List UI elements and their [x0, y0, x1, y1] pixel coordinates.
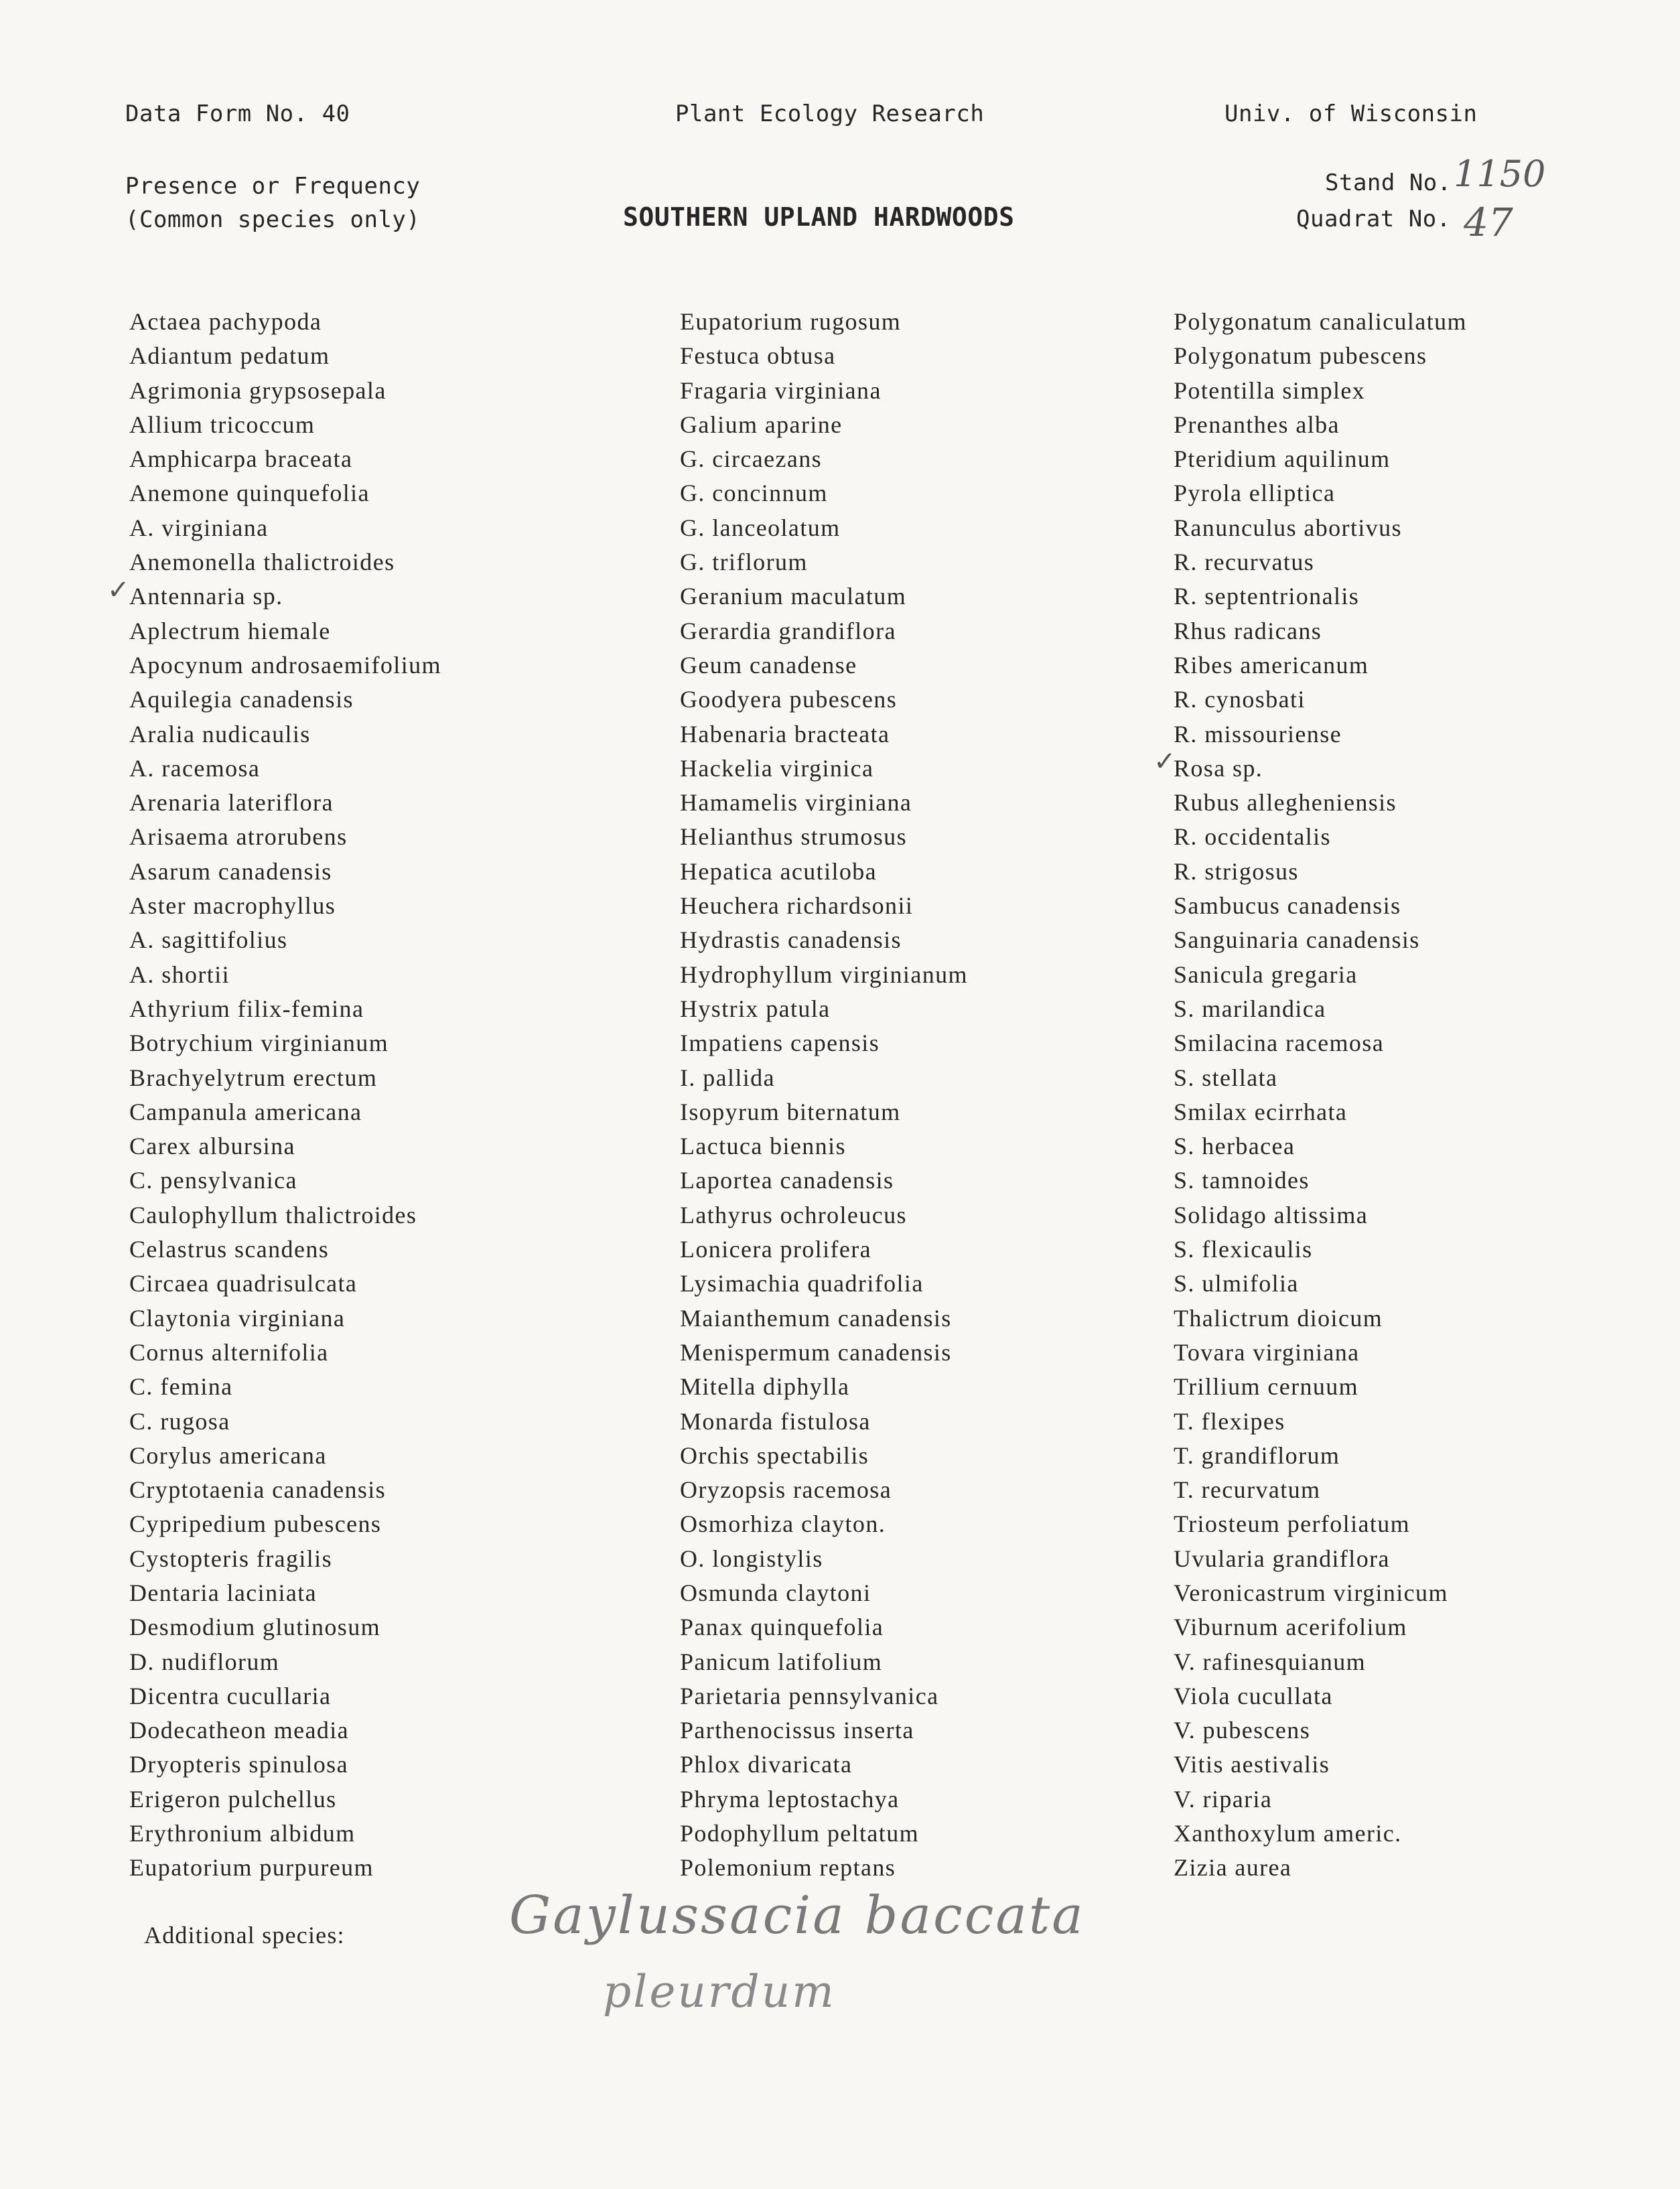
species-item: Festuca obtusa: [680, 342, 836, 370]
species-item: Cypripedium pubescens: [129, 1510, 382, 1538]
species-item: Dodecatheon meadia: [129, 1717, 350, 1744]
species-item: Fragaria virginiana: [680, 376, 882, 404]
species-item: Anemonella thalictroides: [129, 549, 395, 576]
quadrat-label: Quadrat No.: [1296, 206, 1451, 232]
species-item: Agrimonia grypsosepala: [129, 376, 387, 404]
species-item: Hydrastis canadensis: [680, 926, 902, 954]
institution-name: Univ. of Wisconsin: [1224, 100, 1478, 127]
species-item: Polemonium reptans: [680, 1854, 896, 1882]
species-item: T. grandiflorum: [1174, 1441, 1340, 1469]
species-item: C. pensylvanica: [129, 1167, 297, 1194]
species-item: Athyrium filix-femina: [129, 995, 364, 1022]
species-item: T. flexipes: [1174, 1407, 1285, 1435]
species-item: S. tamnoides: [1174, 1167, 1310, 1194]
species-item: V. riparia: [1174, 1785, 1273, 1813]
presence-label: Presence or Frequency: [125, 173, 421, 200]
species-item: Parietaria pennsylvanica: [680, 1682, 939, 1709]
species-item: Gerardia grandiflora: [680, 617, 896, 644]
species-item: Uvularia grandiflora: [1174, 1545, 1390, 1572]
species-item: Monarda fistulosa: [680, 1407, 871, 1435]
species-item: S. ulmifolia: [1174, 1270, 1299, 1297]
species-item: R. septentrionalis: [1174, 583, 1360, 610]
species-item: Panicum latifolium: [680, 1648, 883, 1675]
species-item: Circaea quadrisulcata: [129, 1270, 358, 1297]
species-item: Lactuca biennis: [680, 1133, 846, 1160]
species-item: Habenaria bracteata: [680, 720, 890, 748]
species-item: Trillium cernuum: [1174, 1373, 1359, 1401]
species-item: Impatiens capensis: [680, 1030, 880, 1057]
species-item: Phlox divaricata: [680, 1751, 853, 1778]
species-column-3: [1174, 305, 1467, 1886]
species-item: Hepatica acutiloba: [680, 857, 878, 885]
species-item: Parthenocissus inserta: [680, 1717, 914, 1744]
species-item: Hamamelis virginiana: [680, 789, 912, 817]
species-item: S. herbacea: [1174, 1133, 1296, 1160]
species-item: Rosa sp.: [1174, 754, 1263, 782]
species-item: Polygonatum canaliculatum: [1174, 308, 1467, 335]
species-column-1: [129, 305, 441, 1886]
species-item: Solidago altissima: [1174, 1201, 1369, 1228]
species-item: S. stellata: [1174, 1064, 1278, 1091]
species-item: A. sagittifolius: [129, 926, 288, 954]
species-item: Allium tricoccum: [129, 411, 316, 438]
species-item: Ribes americanum: [1174, 651, 1369, 679]
species-item: Hydrophyllum virginianum: [680, 961, 968, 988]
species-item: G. lanceolatum: [680, 514, 841, 541]
species-item: R. strigosus: [1174, 857, 1299, 885]
species-item: Erigeron pulchellus: [129, 1785, 337, 1813]
species-item: Thalictrum dioicum: [1174, 1304, 1383, 1332]
species-item: Rhus radicans: [1174, 617, 1322, 644]
species-item: Orchis spectabilis: [680, 1441, 869, 1469]
species-item: V. rafinesquianum: [1174, 1648, 1367, 1675]
species-item: Zizia aurea: [1174, 1854, 1292, 1882]
species-item: Cystopteris fragilis: [129, 1545, 332, 1572]
species-item: C. rugosa: [129, 1407, 230, 1435]
species-item: A. shortii: [129, 961, 230, 988]
species-item: Dryopteris spinulosa: [129, 1751, 348, 1778]
species-item: Celastrus scandens: [129, 1236, 330, 1263]
species-item: D. nudiflorum: [129, 1648, 280, 1675]
species-item: Apocynum androsaemifolium: [129, 651, 441, 679]
header-title: Plant Ecology Research: [675, 100, 985, 127]
species-item: Vitis aestivalis: [1174, 1751, 1330, 1778]
species-item: Sambucus canadensis: [1174, 892, 1401, 920]
species-item: O. longistylis: [680, 1545, 823, 1572]
species-item: Campanula americana: [129, 1098, 362, 1125]
species-item: V. pubescens: [1174, 1717, 1311, 1744]
species-item: Viola cucullata: [1174, 1682, 1333, 1709]
quadrat-number-handwritten: 47: [1464, 200, 1513, 245]
species-item: A. racemosa: [129, 754, 261, 782]
species-item: Potentilla simplex: [1174, 376, 1366, 404]
species-item: C. femina: [129, 1373, 233, 1401]
common-species-label: (Common species only): [125, 206, 421, 233]
species-item: Dicentra cucullaria: [129, 1682, 332, 1709]
species-item: Goodyera pubescens: [680, 686, 898, 713]
species-item: Podophyllum peltatum: [680, 1820, 919, 1847]
species-item: Asarum canadensis: [129, 857, 332, 885]
species-item: Corylus americana: [129, 1441, 327, 1469]
species-item: Hackelia virginica: [680, 754, 874, 782]
species-item: Adiantum pedatum: [129, 342, 330, 370]
species-item: Mitella diphylla: [680, 1373, 850, 1401]
species-item: R. occidentalis: [1174, 823, 1331, 851]
species-item: Smilax ecirrhata: [1174, 1098, 1348, 1125]
species-item: Anemone quinquefolia: [129, 480, 370, 507]
species-item: R. missouriense: [1174, 720, 1342, 748]
species-item: Arenaria lateriflora: [129, 789, 334, 817]
species-item: Lysimachia quadrifolia: [680, 1270, 924, 1297]
species-item: Eupatorium purpureum: [129, 1854, 374, 1882]
species-item: Botrychium virginianum: [129, 1030, 389, 1057]
species-item: A. virginiana: [129, 514, 269, 541]
species-item: Lonicera prolifera: [680, 1236, 872, 1263]
species-item: Antennaria sp.: [129, 583, 283, 610]
species-item: Isopyrum biternatum: [680, 1098, 901, 1125]
species-item: Rubus allegheniensis: [1174, 789, 1397, 817]
species-item: Polygonatum pubescens: [1174, 342, 1427, 370]
species-item: Pteridium aquilinum: [1174, 445, 1391, 473]
species-item: Cornus alternifolia: [129, 1338, 329, 1366]
species-item: Aplectrum hiemale: [129, 617, 331, 644]
species-item: Sanguinaria canadensis: [1174, 926, 1420, 954]
species-item: Galium aparine: [680, 411, 843, 438]
species-item: Amphicarpa braceata: [129, 445, 353, 473]
species-item: G. circaezans: [680, 445, 823, 473]
species-item: R. cynosbati: [1174, 686, 1306, 713]
species-item: Eupatorium rugosum: [680, 308, 902, 335]
checkmark-rosa: ✓: [1153, 746, 1176, 777]
species-item: Sanicula gregaria: [1174, 961, 1358, 988]
species-item: Carex albursina: [129, 1133, 295, 1160]
species-item: Osmorhiza clayton.: [680, 1510, 886, 1538]
stand-number-handwritten: 1150: [1454, 153, 1546, 195]
species-item: G. concinnum: [680, 480, 828, 507]
species-item: I. pallida: [680, 1064, 775, 1091]
species-item: Panax quinquefolia: [680, 1614, 884, 1641]
species-item: Pyrola elliptica: [1174, 480, 1336, 507]
handwritten-additional-note: pleurdum: [603, 1966, 836, 2018]
species-item: Heuchera richardsonii: [680, 892, 914, 920]
species-item: Helianthus strumosus: [680, 823, 907, 851]
handwritten-additional-species: Gaylussacia baccata: [509, 1886, 1085, 1946]
species-item: T. recurvatum: [1174, 1476, 1321, 1504]
species-item: Actaea pachypoda: [129, 308, 322, 335]
species-item: Xanthoxylum americ.: [1174, 1820, 1402, 1847]
species-item: Veronicastrum virginicum: [1174, 1579, 1448, 1606]
species-item: Smilacina racemosa: [1174, 1030, 1385, 1057]
species-item: Prenanthes alba: [1174, 411, 1340, 438]
species-item: G. triflorum: [680, 549, 808, 576]
species-item: Aquilegia canadensis: [129, 686, 354, 713]
species-item: Menispermum canadensis: [680, 1338, 952, 1366]
species-item: Hystrix patula: [680, 995, 831, 1022]
species-item: Phryma leptostachya: [680, 1785, 900, 1813]
stand-label: Stand No.: [1325, 169, 1452, 196]
species-item: Lathyrus ochroleucus: [680, 1201, 907, 1228]
form-number: Data Form No. 40: [125, 100, 350, 127]
species-item: Aralia nudicaulis: [129, 720, 311, 748]
species-item: Oryzopsis racemosa: [680, 1476, 892, 1504]
species-item: Geum canadense: [680, 651, 857, 679]
species-item: S. marilandica: [1174, 995, 1326, 1022]
species-item: Cryptotaenia canadensis: [129, 1476, 387, 1504]
checkmark-antennaria: ✓: [107, 575, 130, 606]
form-title: SOUTHERN UPLAND HARDWOODS: [623, 202, 1015, 232]
species-item: Laportea canadensis: [680, 1167, 894, 1194]
species-item: Viburnum acerifolium: [1174, 1614, 1407, 1641]
species-item: Triosteum perfoliatum: [1174, 1510, 1411, 1538]
species-item: R. recurvatus: [1174, 549, 1315, 576]
additional-species-label: Additional species:: [144, 1922, 345, 1949]
species-item: Arisaema atrorubens: [129, 823, 348, 851]
species-item: Desmodium glutinosum: [129, 1614, 381, 1641]
species-item: Tovara virginiana: [1174, 1338, 1360, 1366]
species-item: Osmunda claytoni: [680, 1579, 871, 1606]
species-item: Erythronium albidum: [129, 1820, 356, 1847]
species-item: Caulophyllum thalictroides: [129, 1201, 417, 1228]
species-item: Maianthemum canadensis: [680, 1304, 952, 1332]
species-column-2: [680, 305, 968, 1886]
species-item: Ranunculus abortivus: [1174, 514, 1402, 541]
species-item: Dentaria laciniata: [129, 1579, 318, 1606]
species-item: S. flexicaulis: [1174, 1236, 1313, 1263]
species-item: Geranium maculatum: [680, 583, 907, 610]
species-item: Aster macrophyllus: [129, 892, 336, 920]
species-item: Claytonia virginiana: [129, 1304, 346, 1332]
species-item: Brachyelytrum erectum: [129, 1064, 378, 1091]
